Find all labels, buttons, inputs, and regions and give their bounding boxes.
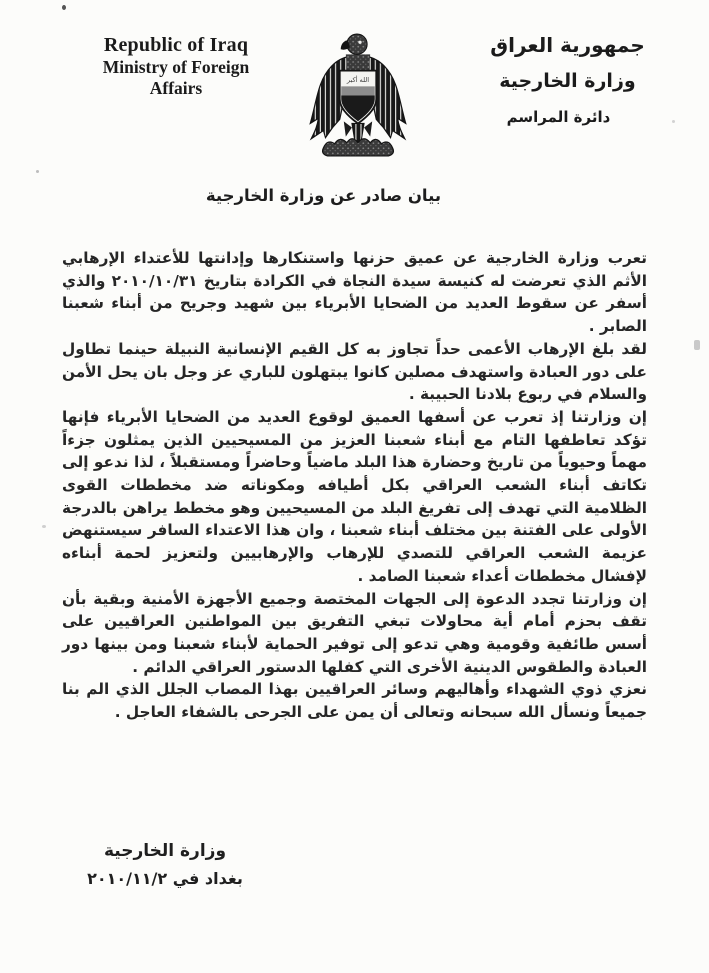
scan-speck (42, 525, 46, 528)
statement-title: بيان صادر عن وزارة الخارجية (205, 186, 442, 205)
flag-black-band (341, 96, 375, 122)
shield-text: الله أكبر (346, 75, 370, 84)
scan-speck (672, 120, 675, 123)
signature-dateline: بغداد في ٢٠١٠/١١/٢ (87, 869, 243, 888)
letterhead-english-line: Affairs (149, 78, 203, 98)
signature-block (55, 839, 275, 891)
letterhead-english-line: Ministry of Foreign (102, 57, 250, 77)
statement-paragraph: إن وزارتنا تجدد الدعوة إلى الجهات المختصة وجميع الأجهزة الأمنية وبقية بأن تقف بحزم أمام أية محاولات تبغي التفريق بين المواطنين العراقيين على أسس طائفية وقومية وهي تدعو إلى توفير الحماية لأبناء شعبنا ومن بينها دور العبادة والطقوس الدينية الأخرى التي كفلها الدستور العراقي الدائم . (62, 589, 647, 676)
eagle-eye (358, 41, 361, 44)
eagle-right-talon (364, 121, 372, 136)
statement-paragraph: نعزي ذوي الشهداء وأهاليهم وسائر العراقيين بهذا المصاب الجلل الذي الم بنا جميعاً ونسأل الله سبحانه وتعالى أن يمن على الجرحى بالشفاء العاجل . (62, 680, 647, 722)
scan-speck (694, 340, 700, 350)
statement-paragraph: تعرب وزارة الخارجية عن عميق حزنها واستنكارها وإدانتها للأعتداء الإرهابي الأثم الذي تعرضت له كنيسة سيدة النجاة في الكرادة بتاريخ ٢٠١٠/١٠/٣١ والذي أسفر عن سقوط العديد من الضحايا الأبرياء بين شهيد وجريح من أبناء شعبنا الصابر . (62, 249, 647, 336)
statement-body (62, 247, 647, 724)
statement-paragraph: إن وزارتنا إذ تعرب عن أسفها العميق لوقوع العديد من الضحايا الأبرياء فإنها تؤكد تعاطفها التام مع أبناء شعبنا العزيز من المسيحيين الذين يمثلون جزءاً مهماً وحيوياً من تاريخ وحضارة هذا البلد ماضياً وحاضراً ومستقبلاً ، لذا ندعو إلى تكاتف أبناء الشعب العراقي بكل أطيافه ومكوناته ضد مخططات القوى الظلامية التي تهدف إلى تفريغ البلد من المسيحيين وهو مخطط يراهن بالدرجة الأولى على الفتنة بين مختلف أبناء شعبنا ، وان هذا الاعتداء السافر سيستنهض عزيمة الشعب العراقي للتصدي للإرهاب والإرهابيين ولتعزيز لحمة أبناءه لإفشال مخططات أعداء شعبنا الصامد . (62, 407, 647, 585)
scan-speck (36, 170, 39, 173)
statement-paragraph: لقد بلغ الإرهاب الأعمى حداً تجاوز به كل القيم الإنسانية النبيلة حينما تطاول على دور العبادة واستهدف مصلين كانوا يبتهلون للباري عز وجل بان يحل الأمن والسلام في ربوع بلادنا الحبيبة . (62, 339, 647, 404)
letterhead-arabic (455, 30, 680, 128)
eagle-head (347, 34, 367, 54)
letterhead-country: جمهورية العراق (490, 33, 645, 57)
eagle-left-talon (344, 121, 352, 136)
iraq-coat-of-arms-icon (300, 30, 416, 160)
letterhead-department: دائرة المراسم (506, 108, 611, 126)
letterhead-english (76, 34, 276, 99)
letterhead-english-line: Republic of Iraq (103, 34, 249, 56)
letterhead-ministry: وزارة الخارجية (499, 70, 636, 92)
flag-red-band (341, 86, 375, 95)
signature-organization: وزارة الخارجية (103, 841, 227, 861)
scan-speck (62, 5, 66, 10)
